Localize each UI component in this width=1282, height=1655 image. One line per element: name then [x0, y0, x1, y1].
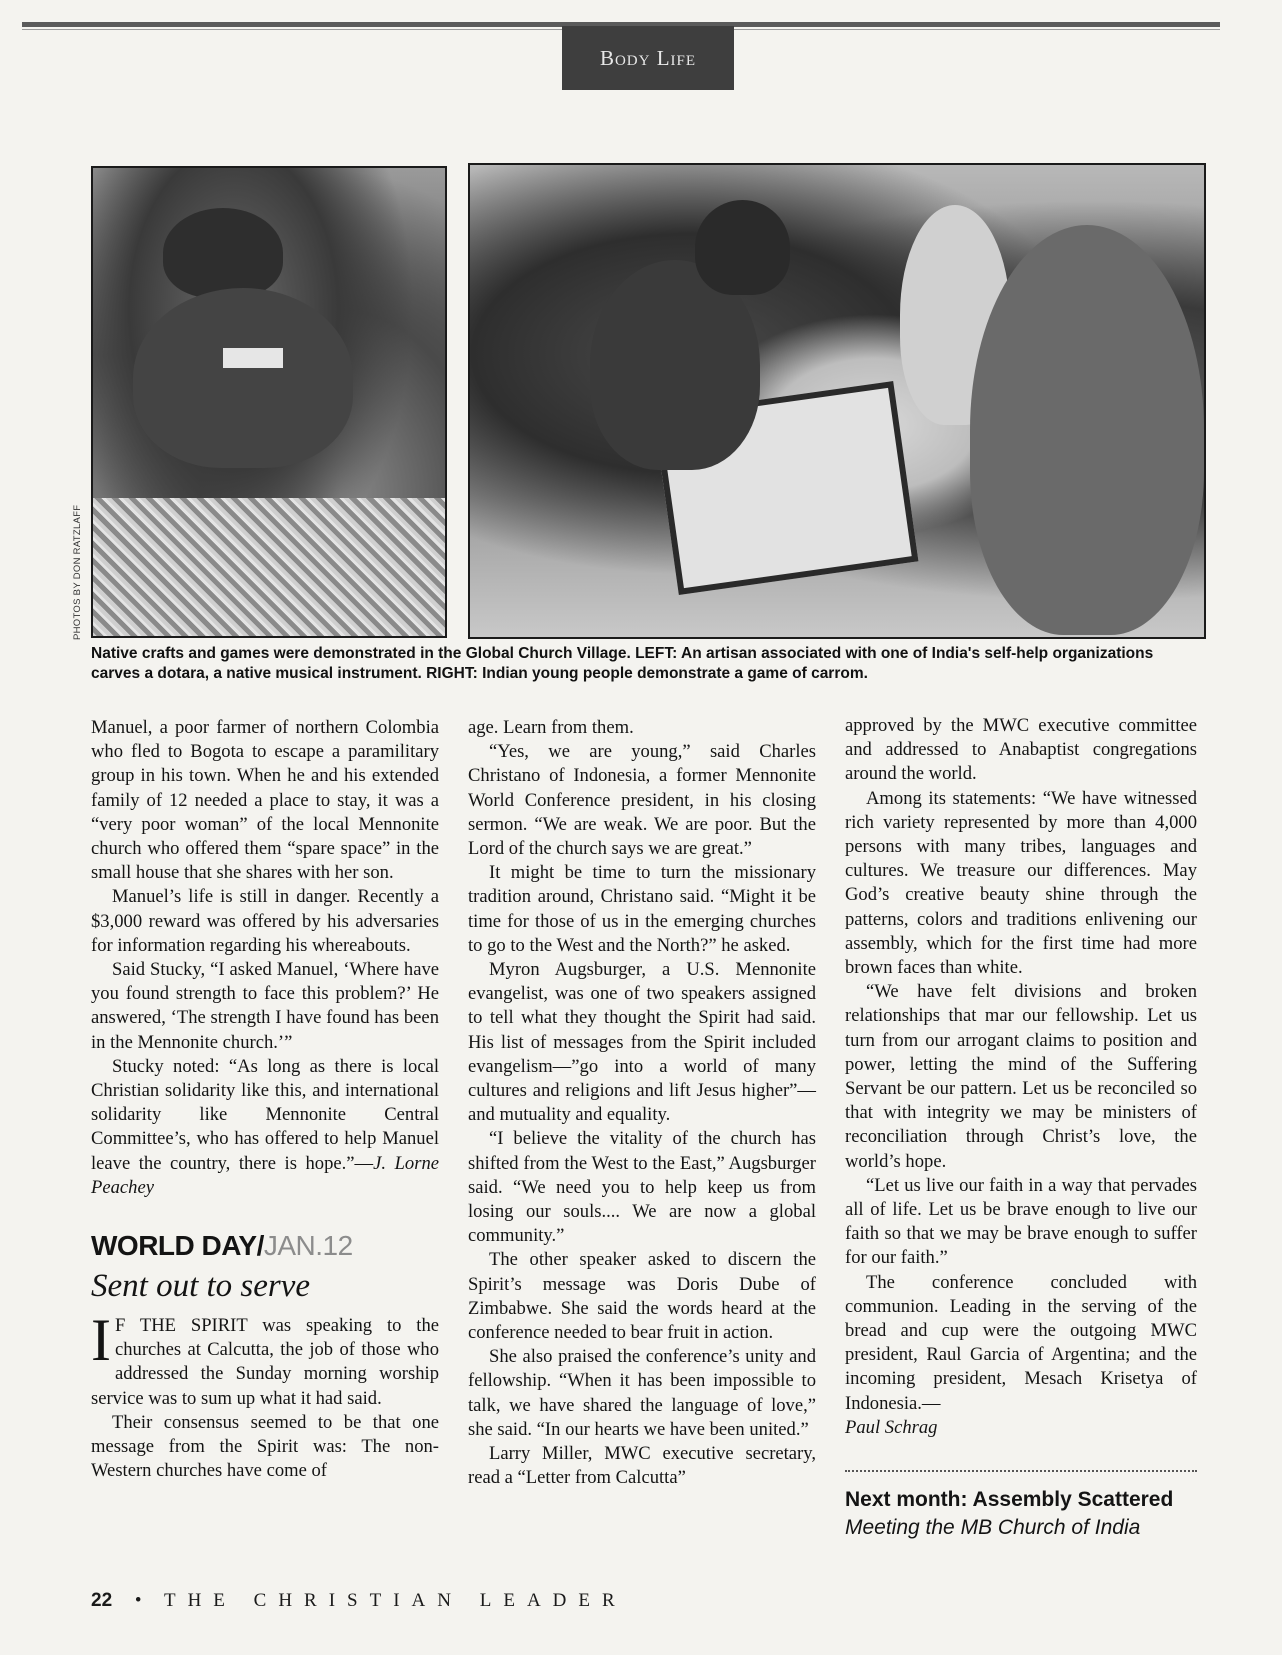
paragraph: “We have felt divisions and broken relationships that mar our fellowship. Let us turn from our arrogant claims to position and power, letting the mind of the Suffering Servant be our pattern. Let us be reconciled so that with integrity we may be ministers of reconciliation through Christ’s love, the world’s hope. — [845, 981, 1197, 1172]
photo-player-right-sari — [970, 225, 1204, 635]
paragraph-text: Stucky noted: “As long as there is local Christian solidarity like this, and international solidarity like Mennonite Central Committee’s, who has offered to help Manuel leave the country, there is hope.”— — [91, 1055, 439, 1174]
paragraph: age. Learn from them. — [468, 717, 634, 738]
photo-player-back — [695, 200, 790, 295]
lead-paragraph — [91, 1307, 439, 1411]
paragraph: Manuel, a poor farmer of northern Colombia who fled to Bogota to escape a paramilitary group in his town. When he and his extended family of 12 needed a place to stay, it was a “very poor woman” of the local Mennonite church who offered them “spare space” in the small house that she shares with her son. — [91, 717, 439, 884]
photo-artisan-carving — [91, 166, 447, 638]
photo-figure-head — [163, 208, 283, 298]
paragraph-text: F THE SPIRIT was speaking to the churches at Calcutta, the job of those who addressed the Sunday morning worship service was to sum up what it had said. — [91, 1315, 439, 1409]
drop-cap: I — [91, 1307, 111, 1374]
column-2 — [468, 716, 816, 1491]
footer-bullet: • — [134, 1590, 142, 1611]
article-headline: Sent out to serve — [91, 1268, 311, 1305]
photo-carrom-game — [468, 163, 1206, 639]
paragraph: “I believe the vitality of the church has shifted from the West to the East,” Augsburger said. “We need you to help keep us from losing our souls.... We are now a global community.” — [468, 1128, 816, 1247]
photo-credit: PHOTOS BY DON RATZLAFF — [72, 504, 83, 640]
byline: Paul Schrag — [845, 1416, 938, 1438]
photo-figure-body — [133, 288, 353, 468]
next-month-heading: Next month: Assembly Scattered — [845, 1488, 1174, 1512]
next-month-subheading: Meeting the MB Church of India — [845, 1516, 1141, 1540]
paragraph: Myron Augsburger, a U.S. Mennonite evangelist, was one of two speakers assigned to tell what they thought the Spirit had said. His list of messages from the Spirit included evangelism—”go into a world of many cultures and religions and lift Jesus higher”—and mutuality and equality. — [468, 959, 816, 1126]
paragraph: Manuel’s life is still in danger. Recently a $3,000 reward was offered by his adversaries for information regarding his whereabouts. — [91, 886, 439, 956]
column-3 — [845, 714, 1197, 1542]
kicker-label: WORLD DAY/ — [91, 1230, 264, 1262]
paragraph: Their consensus seemed to be that one message from the Spirit was: The non-Western churches have come of — [91, 1411, 439, 1482]
world-day-kicker — [91, 1230, 439, 1262]
photo-name-badge — [223, 348, 283, 368]
paragraph: She also praised the conference’s unity and fellowship. “When it has been impossible to talk, we have shared the language of love,” she said. “In our hearts we have been united.” — [468, 1346, 816, 1440]
page-footer — [91, 1590, 627, 1612]
next-month-teaser — [845, 1486, 1197, 1542]
photo-caption: Native crafts and games were demonstrated in the Global Church Village. LEFT: An artisan associated with one of India's self-help organizations carves a dotara, a native musical instrument. RIGHT: Indian young people demonstrate a game of carrom. — [91, 645, 1154, 682]
photo-wood-shavings — [93, 498, 445, 638]
section-label: Body Life — [562, 26, 734, 90]
paragraph: The other speaker asked to discern the Spirit’s message was Doris Dube of Zimbabwe. She said the words heard at the conference needed to bear fruit in action. — [468, 1249, 816, 1344]
paragraph — [91, 1055, 439, 1200]
paragraph: “Yes, we are young,” said Charles Christano of Indonesia, a former Mennonite World Conference president, in his closing sermon. “We are weak. We are poor. But the Lord of the church says we are great.” — [468, 741, 816, 860]
dotted-divider — [845, 1470, 1197, 1472]
kicker-date: JAN.12 — [263, 1230, 353, 1262]
paragraph-text: The conference concluded with communion. Leading in the serving of the bread and cup were the outgoing MWC president, Raul Garcia of Argentina; and the incoming president, Mesach Krisetya of Indonesia.— — [845, 1271, 1197, 1414]
paragraph: Among its statements: “We have witnessed rich variety represented by more than 4,000 persons with many tribes, languages and cultures. We treasure our differences. May God’s creative beauty shine through the patterns, colors and traditions enlivening our assembly, which for the first time had more brown faces than white. — [845, 787, 1197, 979]
paragraph: “Let us live our faith in a way that pervades all of life. Let us be brave enough to live our faith so that we may be brave enough to suffer for our faith.” — [845, 1174, 1197, 1269]
paragraph — [845, 1271, 1197, 1440]
paragraph: Larry Miller, MWC executive secretary, read a “Letter from Calcutta” — [468, 1443, 816, 1489]
byline: J. Lorne Peachey — [91, 1152, 439, 1198]
publication-name: THE CHRISTIAN LEADER — [163, 1590, 627, 1611]
paragraph: It might be time to turn the missionary tradition around, Christano said. “Might it be time for those of us in the emerging churches to go to the West and the North?” he asked. — [468, 862, 816, 956]
paragraph: Said Stucky, “I asked Manuel, ‘Where have you found strength to face this problem?’ He answered, ‘The strength I have found has been in the Mennonite church.’” — [91, 959, 439, 1053]
page-number: 22 — [91, 1590, 113, 1611]
column-1 — [91, 716, 439, 1483]
paragraph: approved by the MWC executive committee and addressed to Anabaptist congregations around the world. — [845, 715, 1197, 785]
